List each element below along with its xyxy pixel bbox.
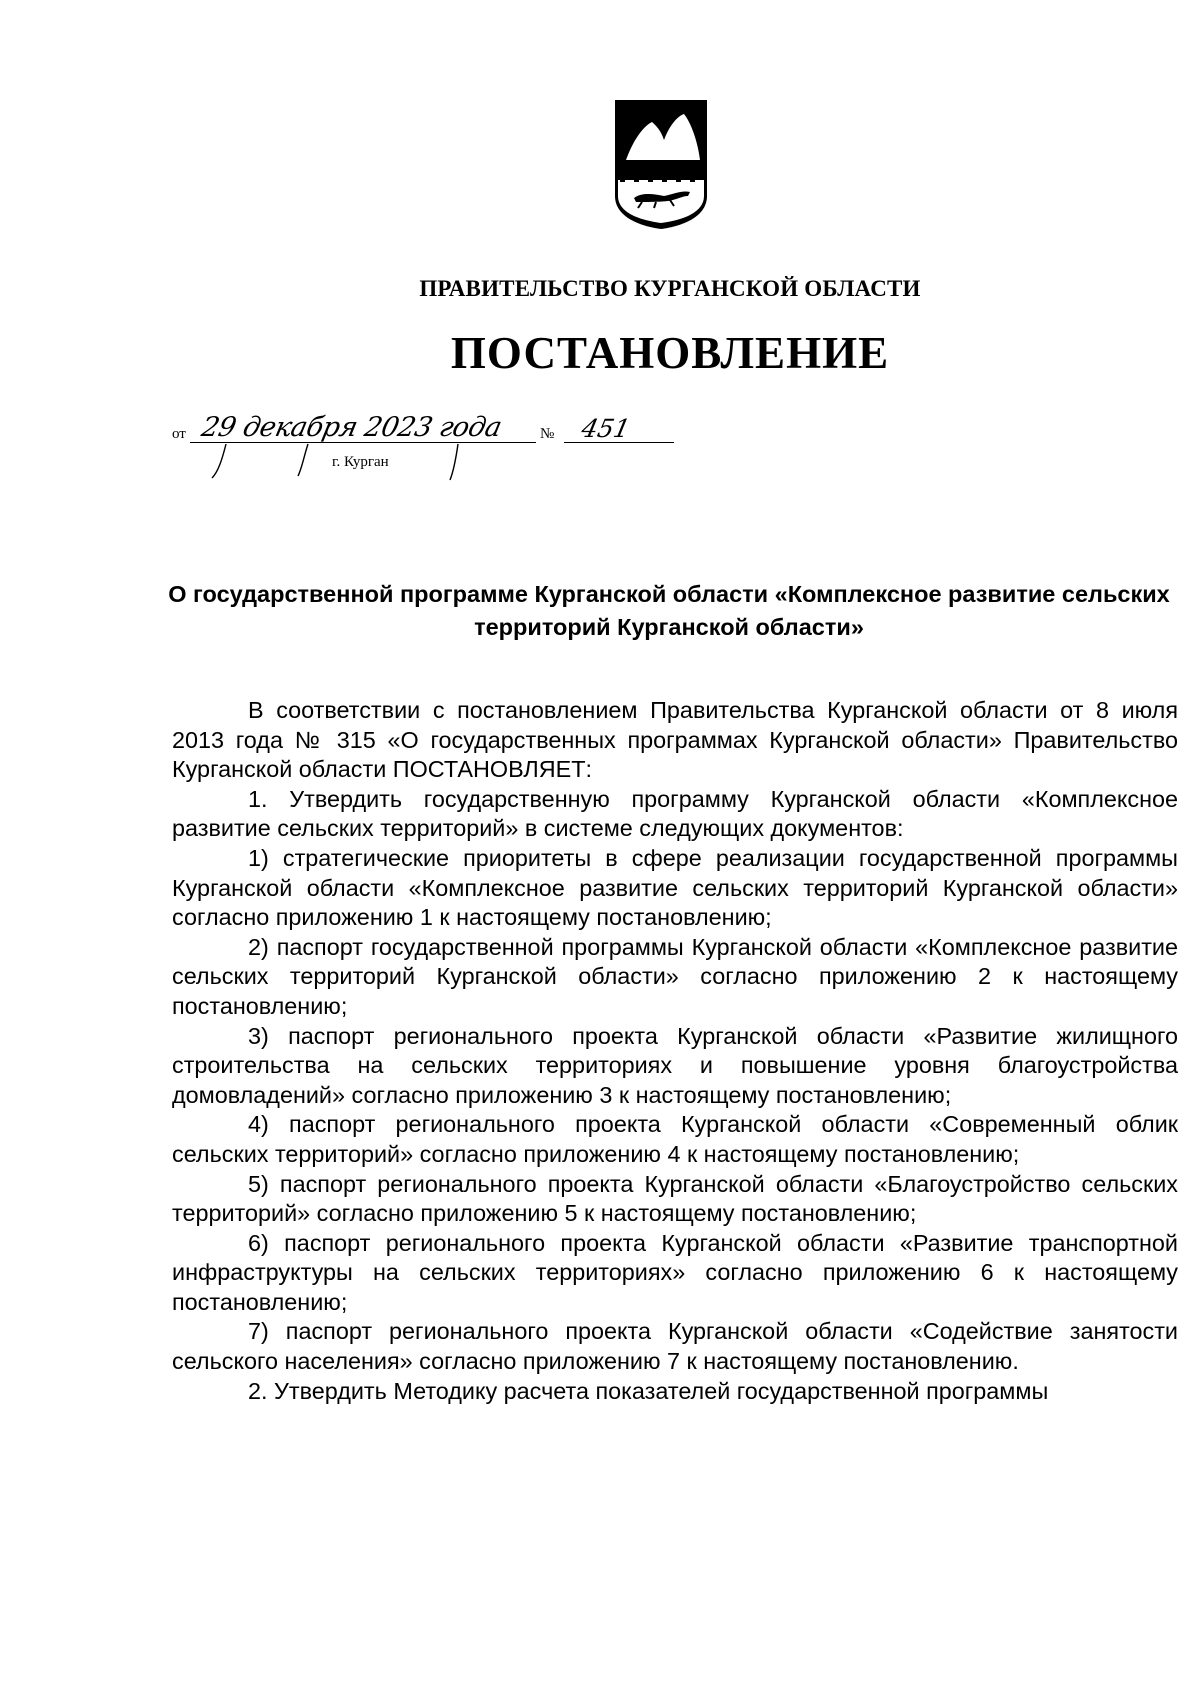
paragraph: 1) стратегические приоритеты в сфере реализации государственной программы Курганской области «Комплексное развитие сельских территорий Курганской области» согласно приложению 1 к настоящему постановлению; [172, 844, 1178, 931]
paragraph: 2) паспорт государственной программы Курганской области «Комплексное развитие сельских территорий Курганской области» согласно приложению 2 к настоящему постановлению; [172, 933, 1178, 1019]
coat-of-arms-emblem [612, 98, 710, 230]
document-body [172, 696, 1178, 1406]
date-number-block [172, 412, 692, 500]
paragraph: 2. Утвердить Методику расчета показателей государственной программы [248, 1377, 1049, 1404]
paragraph: 1. Утвердить государственную программу Курганской области «Комплексное развитие сельских территорий» в системе следующих документов: [172, 785, 1178, 842]
date-prefix: от [172, 426, 186, 442]
paragraph: 7) паспорт регионального проекта Курганской области «Содействие занятости сельского населения» согласно приложению 7 к настоящему постановлению. [172, 1318, 1178, 1375]
paragraph: 3) паспорт регионального проекта Курганской области «Развитие жилищного строительства на сельских территориях и повышение уровня благоустройства домовладений» согласно приложению 3 к настоящему постановлению; [172, 1022, 1178, 1108]
paragraph: 4) паспорт регионального проекта Курганской области «Современный облик сельских территорий» согласно приложению 4 к настоящему постановлению; [172, 1111, 1178, 1167]
handwritten-date: 29 декабря 2023 года [198, 412, 505, 443]
document-title: О государственной программе Курганской области «Комплексное развитие сельских территорий Курганской области» [168, 581, 1170, 640]
document-type: ПОСТАНОВЛЕНИЕ [450, 328, 890, 378]
paragraph: 5) паспорт регионального проекта Курганской области «Благоустройство сельских территорий» согласно приложению 5 к настоящему постановлению; [172, 1170, 1178, 1227]
paragraph: 6) паспорт регионального проекта Курганской области «Развитие транспортной инфраструктуры на сельских территориях» согласно приложению 6 к настоящему постановлению; [172, 1229, 1178, 1315]
handwriting-descenders [172, 420, 692, 500]
city-name: г. Курган [332, 454, 389, 470]
handwritten-number: 451 [578, 414, 633, 443]
organization-name: ПРАВИТЕЛЬСТВО КУРГАНСКОЙ ОБЛАСТИ [419, 276, 921, 301]
paragraph: В соответствии с постановлением Правительства Курганской области от 8 июля 2013 года № 315 «О государственных программах Курганской области» Правительство Курганской области ПОСТАНОВЛЯЕТ: [172, 697, 1178, 783]
number-label: № [540, 426, 555, 442]
